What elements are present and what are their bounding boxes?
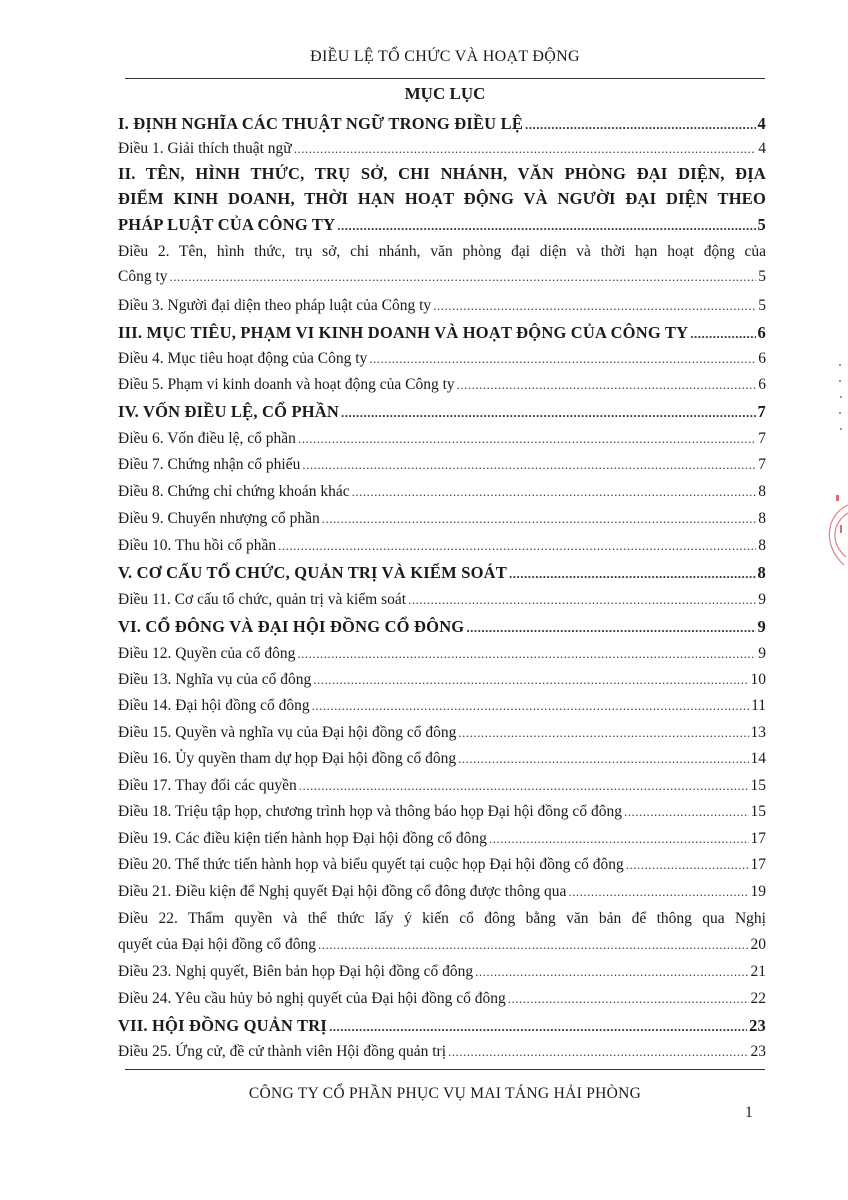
- toc-article-6[interactable]: [118, 430, 766, 448]
- toc-section-2-line1[interactable]: II. TÊN, HÌNH THỨC, TRỤ SỞ, CHI NHÁNH, VĂN PHÒNG ĐẠI DIỆN, ĐỊA: [118, 164, 766, 183]
- toc-article-19[interactable]: [118, 830, 766, 848]
- toc-article-2[interactable]: [118, 268, 766, 286]
- toc-page: 10: [750, 671, 766, 688]
- toc-article-17[interactable]: [118, 777, 766, 795]
- toc-page: 11: [751, 697, 766, 714]
- toc-article-18[interactable]: [118, 803, 766, 821]
- toc-label: Điều 13. Nghĩa vụ của cổ đông: [118, 671, 312, 688]
- toc-label: VI. CỔ ĐÔNG VÀ ĐẠI HỘI ĐỒNG CỔ ĐÔNG: [118, 617, 465, 636]
- toc-label: Điều 18. Triệu tập họp, chương trình họp và thông báo họp Đại hội đồng cổ đông: [118, 803, 622, 820]
- toc-page: 5: [757, 215, 766, 234]
- toc-article-14[interactable]: [118, 697, 766, 715]
- toc-page: 5: [758, 297, 766, 314]
- toc-page: 6: [758, 376, 766, 393]
- toc-article-5[interactable]: [118, 376, 766, 394]
- toc-article-21[interactable]: [118, 883, 766, 901]
- toc-page: 23: [750, 1043, 766, 1060]
- toc-label: Điều 21. Điều kiện để Nghị quyết Đại hội đồng cổ đông được thông qua: [118, 883, 567, 900]
- toc-label: Điều 10. Thu hồi cổ phần: [118, 537, 277, 554]
- toc-page: 20: [750, 936, 766, 953]
- toc-article-15[interactable]: [118, 724, 766, 742]
- toc-label: Điều 24. Yêu cầu hủy bỏ nghị quyết của Đại hội đồng cổ đông: [118, 990, 506, 1007]
- toc-label: Điều 15. Quyền và nghĩa vụ của Đại hội đồng cổ đông: [118, 724, 457, 741]
- toc-section-7[interactable]: [118, 1016, 766, 1036]
- toc-label: Điều 1. Giải thích thuật ngữ: [118, 140, 292, 157]
- toc-article-16[interactable]: [118, 750, 766, 768]
- toc-label: Điều 16. Ủy quyền tham dự họp Đại hội đồng cổ đông: [118, 750, 457, 767]
- toc-page: 15: [750, 777, 766, 794]
- toc-title: MỤC LỤC: [404, 84, 486, 103]
- toc-label: Điều 12. Quyền của cổ đông: [118, 645, 296, 662]
- toc-page: 9: [758, 645, 766, 662]
- toc-article-9[interactable]: [118, 510, 766, 528]
- toc-label: Điều 14. Đại hội đồng cổ đông: [118, 697, 310, 714]
- toc-label: Điều 25. Ứng cử, đề cử thành viên Hội đồng quản trị: [118, 1043, 446, 1060]
- toc-article-3[interactable]: [118, 297, 766, 315]
- page-number: 1: [745, 1104, 753, 1121]
- toc-label: Điều 23. Nghị quyết, Biên bản họp Đại hội đồng cổ đông: [118, 963, 474, 980]
- toc-article-7[interactable]: [118, 456, 766, 474]
- toc-label: IV. VỐN ĐIỀU LỆ, CỔ PHẦN: [118, 402, 340, 421]
- company-footer: CÔNG TY CỔ PHẦN PHỤC VỤ MAI TÁNG HẢI PHÒNG: [248, 1085, 642, 1102]
- toc-page: 8: [757, 563, 766, 582]
- toc-label: Điều 7. Chứng nhận cổ phiếu: [118, 456, 301, 473]
- toc-label: V. CƠ CẤU TỔ CHỨC, QUẢN TRỊ VÀ KIỂM SOÁT: [118, 563, 507, 582]
- toc-page: 6: [758, 350, 766, 367]
- toc-label: PHÁP LUẬT CỦA CÔNG TY: [118, 215, 336, 234]
- toc-page: 6: [757, 323, 766, 342]
- toc-label: Điều 3. Người đại diện theo pháp luật của Công ty: [118, 297, 432, 314]
- toc-article-10[interactable]: [118, 537, 766, 555]
- toc-article-8[interactable]: [118, 483, 766, 501]
- toc-label: Điều 5. Phạm vi kinh doanh và hoạt động của Công ty: [118, 376, 455, 393]
- toc-label: I. ĐỊNH NGHĨA CÁC THUẬT NGỮ TRONG ĐIỀU LỆ: [118, 114, 524, 133]
- toc-page: 8: [758, 537, 766, 554]
- toc-label: Điều 11. Cơ cấu tổ chức, quản trị và kiểm soát: [118, 591, 407, 608]
- toc-section-6[interactable]: [118, 617, 766, 637]
- toc-page: 19: [750, 883, 766, 900]
- toc-page: 9: [758, 591, 766, 608]
- toc-section-3[interactable]: [118, 323, 766, 343]
- toc-label: Điều 9. Chuyển nhượng cổ phần: [118, 510, 320, 527]
- toc-page: 14: [750, 750, 766, 767]
- toc-page: 22: [750, 990, 766, 1007]
- toc-article-4[interactable]: [118, 350, 766, 368]
- footer-divider: [125, 1069, 765, 1070]
- toc-article-22-line1[interactable]: Điều 22. Thẩm quyền và thể thức lấy ý kiến cổ đông bằng văn bản để thông qua Nghị: [118, 910, 766, 927]
- toc-page: 17: [750, 830, 766, 847]
- toc-page: 13: [750, 724, 766, 741]
- header-divider: [125, 78, 765, 79]
- document-header: ĐIỀU LỆ TỔ CHỨC VÀ HOẠT ĐỘNG: [310, 48, 580, 65]
- toc-page: 7: [758, 430, 766, 447]
- toc-label: Điều 19. Các điều kiện tiến hành họp Đại hội đồng cổ đông: [118, 830, 487, 847]
- toc-article-12[interactable]: [118, 645, 766, 663]
- toc-label: III. MỤC TIÊU, PHẠM VI KINH DOANH VÀ HOẠT ĐỘNG CỦA CÔNG TY: [118, 323, 689, 342]
- toc-label: Công ty: [118, 268, 168, 285]
- toc-article-11[interactable]: [118, 591, 766, 609]
- toc-article-22[interactable]: [118, 936, 766, 954]
- toc-article-13[interactable]: [118, 671, 766, 689]
- toc-article-1[interactable]: [118, 140, 766, 158]
- toc-page: 4: [758, 140, 766, 157]
- toc-section-2[interactable]: [118, 215, 766, 235]
- toc-page: 9: [757, 617, 766, 636]
- toc-page: 23: [749, 1016, 766, 1035]
- toc-label: Điều 6. Vốn điều lệ, cổ phần: [118, 430, 296, 447]
- toc-article-20[interactable]: [118, 856, 766, 874]
- toc-page: 15: [750, 803, 766, 820]
- toc-page: 5: [758, 268, 766, 285]
- toc-page: 8: [758, 510, 766, 527]
- toc-label: Điều 20. Thể thức tiến hành họp và biểu quyết tại cuộc họp Đại hội đồng cổ đông: [118, 856, 624, 873]
- toc-article-2-line1[interactable]: Điều 2. Tên, hình thức, trụ sở, chi nhánh, văn phòng đại diện và thời hạn hoạt động của: [118, 243, 766, 260]
- toc-article-25[interactable]: [118, 1043, 766, 1061]
- toc-page: 21: [750, 963, 766, 980]
- toc-label: Điều 4. Mục tiêu hoạt động của Công ty: [118, 350, 368, 367]
- toc-section-4[interactable]: [118, 402, 766, 422]
- toc-section-1[interactable]: [118, 114, 766, 134]
- toc-page: 8: [758, 483, 766, 500]
- toc-page: 7: [758, 456, 766, 473]
- toc-page: 17: [750, 856, 766, 873]
- toc-section-5[interactable]: [118, 563, 766, 583]
- toc-article-23[interactable]: [118, 963, 766, 981]
- toc-article-24[interactable]: [118, 990, 766, 1008]
- toc-page: 7: [757, 402, 766, 421]
- toc-label: Điều 8. Chứng chỉ chứng khoán khác: [118, 483, 350, 500]
- toc-page: 4: [757, 114, 766, 133]
- toc-label: quyết của Đại hội đồng cổ đông: [118, 936, 317, 953]
- toc-label: Điều 17. Thay đổi các quyền: [118, 777, 297, 794]
- red-seal-stamp: [818, 355, 848, 585]
- toc-label: VII. HỘI ĐỒNG QUẢN TRỊ: [118, 1016, 327, 1035]
- toc-section-2-line2[interactable]: ĐIỂM KINH DOANH, THỜI HẠN HOẠT ĐỘNG VÀ NGƯỜI ĐẠI DIỆN THEO: [118, 189, 766, 208]
